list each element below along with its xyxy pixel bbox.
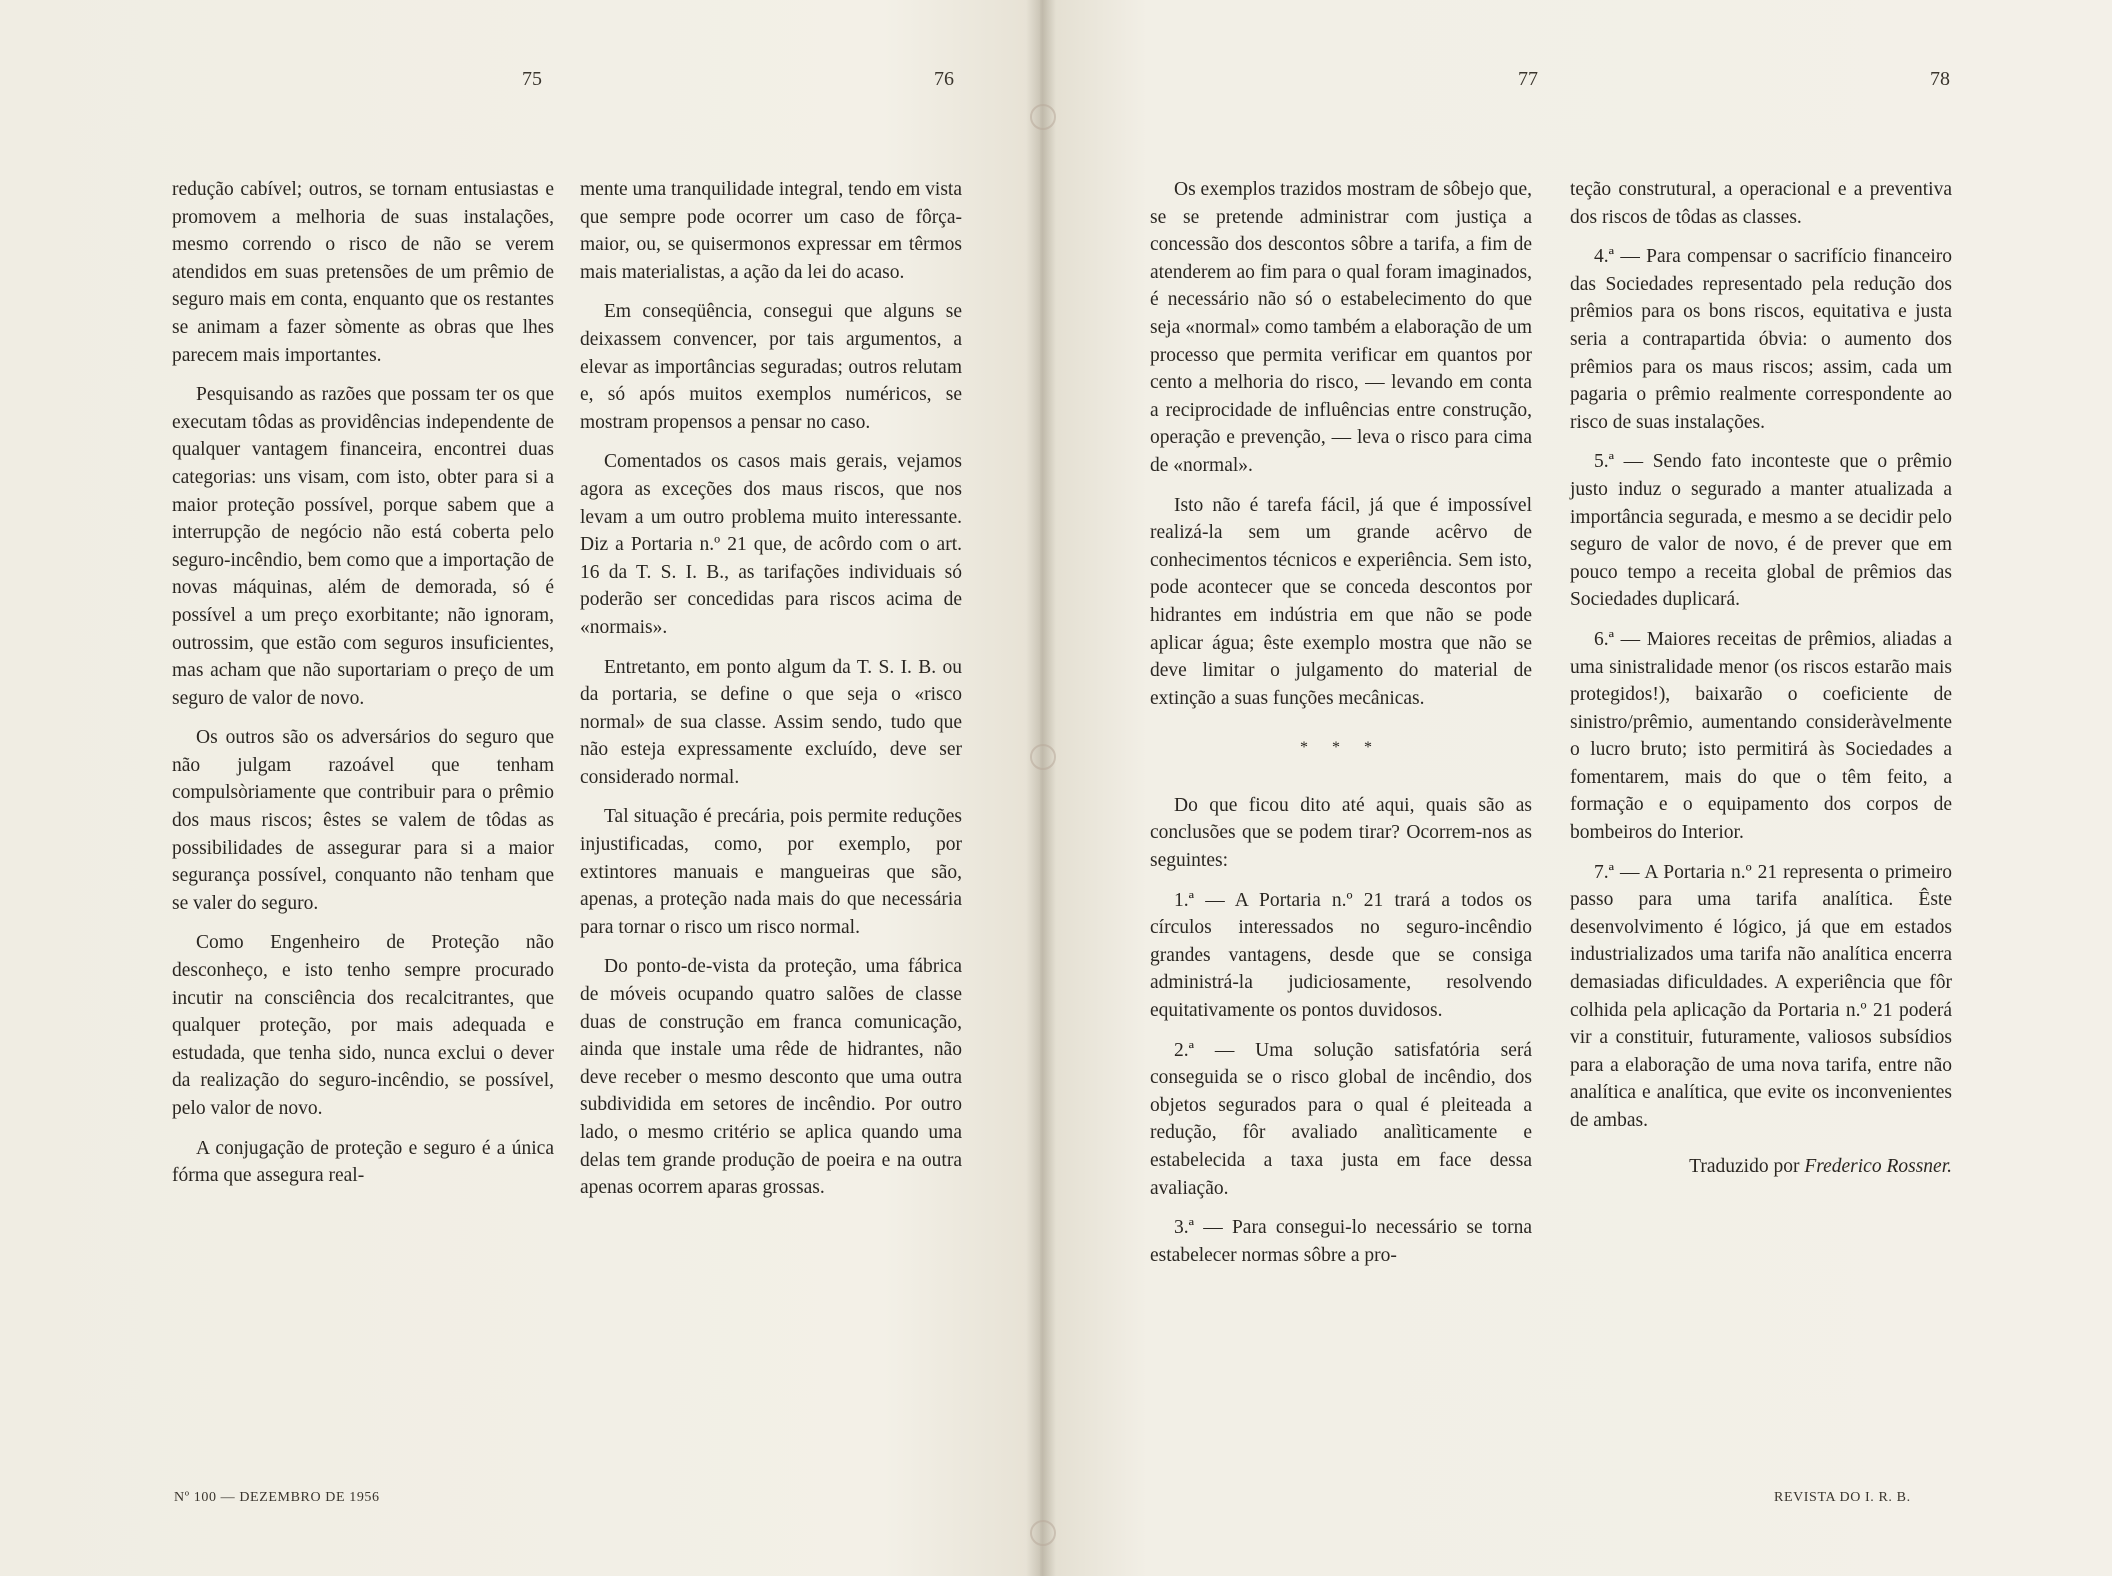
page-77-column: [1150, 176, 1532, 1281]
paragraph: 3.ª — Para consegui-lo necessário se torna estabelecer normas sôbre a pro-: [1150, 1217, 1532, 1266]
paragraph: 7.ª — A Portaria n.º 21 representa o primeiro passo para uma tarifa analítica. Êste desenvolvimento é lógico, já que em estados industrializados uma tarifa não analítica encerra demasiadas dificuldades. A experiência que fôr colhida pela aplicação da Portaria n.º 21 poderá vir a constituir, futuramente, valiosos subsídios para a elaboração de uma nova tarifa, entre não analítica e analítica, que evite os inconvenientes de ambas.: [1570, 861, 1952, 1131]
paragraph: Entretanto, em ponto algum da T. S. I. B. ou da portaria, se define o que seja o «risco normal» de sua classe. Assim sendo, tudo que não esteja expressamente excluído, deve ser considerado normal.: [580, 656, 962, 788]
page-number-77: 77: [1518, 68, 1538, 90]
translated-by-label: Traduzido por: [1689, 1155, 1800, 1177]
paragraph: Tal situação é precária, pois permite reduções injustificadas, como, por exemplo, por extintores manuais e mangueiras que são, apenas, a proteção nada mais do que necessária para tornar o risco um risco normal.: [580, 806, 962, 938]
paragraph: 2.ª — Uma solução satisfatória será conseguida se o risco global de incêndio, dos objetos segurados para o qual é pleiteada a redução, fôr avaliado analìticamente e estabelecida a taxa justa em face dessa avaliação.: [1150, 1039, 1532, 1199]
paragraph: Comentados os casos mais gerais, vejamos agora as exceções dos maus riscos, que nos levam a um outro problema muito interessante. Diz a Portaria n.º 21 que, de acôrdo com o art. 16 da T. S. I. B., as tarifações individuais só poderão ser concedidas para riscos acima de «normais».: [580, 451, 962, 638]
paragraph: 5.ª — Sendo fato inconteste que o prêmio justo induz o segurado a manter atualizada a importância segurada, e mesmo a se decidir pelo seguro de valor de novo, é de prever que em pouco tempo a receita global de prêmios das Sociedades duplicará.: [1570, 451, 1952, 611]
paragraph: Do que ficou dito até aqui, quais são as conclusões que se podem tirar? Ocorrem-nos as seguintes:: [1150, 794, 1532, 872]
page-number-78: 78: [1930, 68, 1950, 90]
paragraph: Como Engenheiro de Proteção não desconheço, e isto tenho sempre procurado incutir na consciência dos recalcitrantes, que qualquer proteção, por mais adequada e estudada, que tenha sido, nunca exclui o dever da realização do seguro-incêndio, se possível, pelo valor de novo.: [172, 932, 554, 1119]
paragraph: Isto não é tarefa fácil, já que é impossível realizá-la sem um grande acêrvo de conhecimentos técnicos e experiência. Sem isto, pode acontecer que se conceda descontos por hidrantes em indústria em que não se pode aplicar água; êste exemplo mostra que não se deve limitar o julgamento do material de extinção a suas funções mecânicas.: [1150, 494, 1532, 709]
footer-issue: Nº 100 — DEZEMBRO DE 1956: [174, 1490, 380, 1505]
staple-mark-top: [1030, 104, 1056, 130]
paragraph: 6.ª — Maiores receitas de prêmios, aliadas a uma sinistralidade menor (os riscos estarão mais protegidos!), baixarão o coeficiente de sinistro/prêmio, aumentando consideràvelmente o lucro bruto; isto permitirá às Sociedades a fomentarem, mais do que o têm feito, a formação e o equipamento dos corpos de bombeiros do Interior.: [1570, 628, 1952, 844]
paragraph: redução cabível; outros, se tornam entusiastas e promovem a melhoria de suas instalações, mesmo correndo o risco de não se verem atendidos em suas pretensões de um prêmio de seguro mais em conta, enquanto que os restantes se animam a fazer sòmente as obras que lhes parecem mais importantes.: [172, 179, 554, 366]
page-number-76: 76: [934, 68, 954, 90]
translator-credit: [1570, 1153, 1952, 1181]
staple-mark-bottom: [1030, 1520, 1056, 1546]
paragraph: teção construtural, a operacional e a preventiva dos riscos de tôdas as classes.: [1570, 179, 1952, 228]
footer-magazine: REVISTA DO I. R. B.: [1774, 1490, 1911, 1505]
paragraph: Pesquisando as razões que possam ter os que executam tôdas as providências independente de qualquer vantagem financeira, encontrei duas categorias: uns visam, com isto, obter para si a maior proteção possível, porque sabem que a interrupção de negócio não está coberta pelo seguro-incêndio, bem como que a importação de novas máquinas, além de demorada, só é possível a um preço exorbitante; não ignoram, outrossim, que estão com seguros insuficientes, mas acham que não suportariam o preço de um seguro de valor de novo.: [172, 384, 554, 709]
section-separator: * * *: [1300, 739, 1382, 757]
paragraph: 4.ª — Para compensar o sacrifício financeiro das Sociedades representado pela redução dos prêmios para os bons riscos, equitativa e justa seria a contrapartida óbvia: o aumento dos prêmios para os maus riscos; assim, cada um pagaria o prêmio realmente correspondente ao risco de suas instalações.: [1570, 246, 1952, 433]
page-78-column: [1570, 176, 1952, 1192]
translator-name: Frederico Rossner.: [1804, 1155, 1952, 1177]
page-number-75: 75: [522, 68, 542, 90]
paragraph: A conjugação de proteção e seguro é a única fórma que assegura real-: [172, 1137, 554, 1187]
staple-mark-middle: [1030, 744, 1056, 770]
page-75-column: [172, 176, 554, 1202]
paragraph: Do ponto-de-vista da proteção, uma fábrica de móveis ocupando quatro salões de classe duas de construção em franca comunicação, ainda que instale uma rêde de hidrantes, não deve receber o mesmo desconto que uma outra subdividida em setores de incêndio. Por outro lado, o mesmo critério se aplica quando uma delas tem grande produção de poeira e na outra apenas ocorrem aparas grossas.: [580, 956, 962, 1199]
page-76-column: [580, 176, 962, 1214]
paragraph: Em conseqüência, consegui que alguns se deixassem convencer, por tais argumentos, a elevar as importâncias seguradas; outros relutam e, só após muitos exemplos numéricos, se mostram propensos a pensar no caso.: [580, 301, 962, 433]
paragraph: mente uma tranquilidade integral, tendo em vista que sempre pode ocorrer um caso de fôrça-maior, ou, se quisermonos expressar em têrmos mais materialistas, a ação da lei do acaso.: [580, 179, 962, 283]
paragraph: Os outros são os adversários do seguro que não julgam razoável que tenham compulsòriamente que contribuir para o prêmio dos maus riscos; êstes se valem de tôdas as possibilidades de assegurar para si a maior segurança possível, conquanto não tenham que se valer do seguro.: [172, 727, 554, 914]
paragraph: 1.ª — A Portaria n.º 21 trará a todos os círculos interessados no seguro-incêndio grandes vantagens, desde que se consiga administrá-la judiciosamente, resolvendo equitativamente os pontos duvidosos.: [1150, 889, 1532, 1022]
spine-gutter: [1026, 0, 1056, 1576]
paragraph: Os exemplos trazidos mostram de sôbejo que, se se pretende administrar com justiça a concessão dos descontos sôbre a tarifa, a fim de atenderem ao fim para o qual foram imaginados, é necessário não só o estabelecimento do que seja «normal» como também a elaboração de um processo que permita verificar em quantos por cento a melhoria do risco, — levando em conta a reciprocidade de influências entre construção, operação e prevenção, — leva o risco para cima de «normal».: [1150, 179, 1532, 476]
